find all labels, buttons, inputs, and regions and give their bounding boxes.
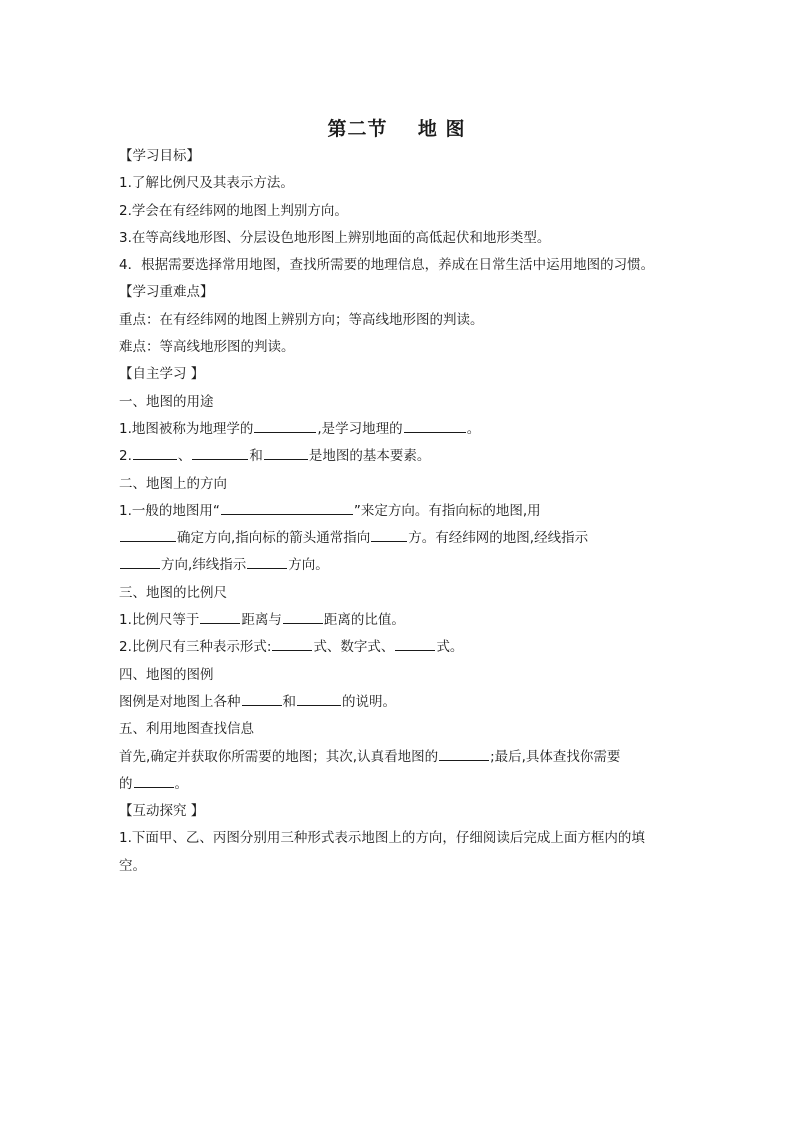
fill-blank[interactable] — [283, 608, 323, 624]
question-5 — [119, 634, 679, 661]
text: 距离与 — [241, 612, 282, 629]
question-7 — [119, 744, 679, 771]
text: 1.一般的地图用“ — [119, 502, 220, 519]
text: 1.比例尺等于 — [119, 612, 200, 629]
goal-3: 3.在等高线地形图、分层设色地形图上辨别地面的高低起伏和地形类型。 — [119, 229, 551, 246]
question-3-cont — [119, 525, 679, 552]
text: ”来定方向。有指向标的地图,用 — [353, 502, 541, 519]
fill-blank[interactable] — [192, 444, 248, 460]
text: 方向,纬线指示 — [161, 557, 247, 574]
text: 。 — [466, 420, 481, 437]
text: ;最后,具体查找你需要 — [490, 748, 621, 765]
difficult-point: 难点：等高线地形图的判读。 — [119, 339, 295, 356]
text: 距离的比值。 — [323, 612, 405, 629]
subheading-map-scale: 三、地图的比例尺 — [119, 584, 227, 601]
fill-blank[interactable] — [120, 526, 176, 542]
text: ,是学习地理的 — [317, 420, 403, 437]
subheading-map-legend: 四、地图的图例 — [119, 666, 214, 683]
question-3 — [119, 498, 679, 525]
text: 式、数字式、 — [313, 639, 395, 656]
text: 。 — [174, 775, 188, 792]
section-heading-self-study: 【自主学习 】 — [119, 366, 205, 383]
question-4 — [119, 607, 679, 634]
text: 1.地图被称为地理学的 — [119, 420, 254, 437]
fill-blank[interactable] — [254, 417, 316, 433]
fill-blank[interactable] — [272, 635, 312, 651]
text: 是地图的基本要素。 — [308, 448, 431, 465]
key-point: 重点：在有经纬网的地图上辨别方向；等高线地形图的判读。 — [119, 311, 484, 328]
text: 2.比例尺有三种表示形式: — [119, 639, 272, 656]
exploration-question-1: 1.下面甲、乙、丙图分别用三种形式表示地图上的方向，仔细阅读后完成上面方框内的填 — [119, 830, 645, 847]
section-heading-key-points: 【学习重难点】 — [119, 284, 214, 301]
subheading-map-direction: 二、地图上的方向 — [119, 475, 227, 492]
subheading-find-info: 五、利用地图查找信息 — [119, 721, 254, 738]
text: 式。 — [436, 639, 464, 656]
question-2 — [119, 443, 679, 470]
text: 方向。 — [288, 557, 329, 574]
text: 图例是对地图上各种 — [119, 693, 241, 710]
goal-2: 2.学会在有经纬网的地图上判别方向。 — [119, 202, 348, 219]
text: 确定方向,指向标的箭头通常指向 — [177, 530, 371, 547]
fill-blank[interactable] — [404, 417, 466, 433]
fill-blank[interactable] — [120, 553, 160, 569]
question-6 — [119, 689, 679, 716]
text: 的说明。 — [342, 693, 396, 710]
fill-blank[interactable] — [297, 690, 341, 706]
page-title: 第二节 地 图 — [327, 118, 466, 140]
goal-1: 1.了解比例尺及其表示方法。 — [119, 175, 294, 192]
text: 和 — [249, 448, 263, 465]
question-3-cont-2 — [119, 552, 679, 579]
goal-4: 4．根据需要选择常用地图，查找所需要的地理信息，养成在日常生活中运用地图的习惯。 — [119, 257, 655, 274]
question-7-cont — [119, 771, 679, 798]
text: 首先,确定并获取你所需要的地图；其次,认真看地图的 — [119, 748, 439, 765]
fill-blank[interactable] — [371, 526, 407, 542]
section-heading-learning-goals: 【学习目标】 — [119, 148, 200, 164]
document-body — [119, 143, 679, 880]
question-1 — [119, 416, 679, 443]
text: 和 — [282, 693, 296, 710]
fill-blank[interactable] — [247, 553, 287, 569]
fill-blank[interactable] — [439, 745, 489, 761]
fill-blank[interactable] — [242, 690, 282, 706]
text: 的 — [119, 775, 133, 792]
fill-blank[interactable] — [221, 499, 353, 515]
text: 2. — [119, 448, 132, 465]
text: 方。有经纬网的地图,经线指示 — [408, 530, 589, 547]
fill-blank[interactable] — [200, 608, 240, 624]
fill-blank[interactable] — [264, 444, 308, 460]
exploration-question-1-cont: 空。 — [119, 857, 146, 874]
fill-blank[interactable] — [134, 772, 174, 788]
subheading-map-uses: 一、地图的用途 — [119, 393, 214, 410]
text: 、 — [177, 448, 192, 465]
fill-blank[interactable] — [133, 444, 177, 460]
section-heading-interactive: 【互动探究 】 — [119, 803, 205, 820]
fill-blank[interactable] — [395, 635, 435, 651]
